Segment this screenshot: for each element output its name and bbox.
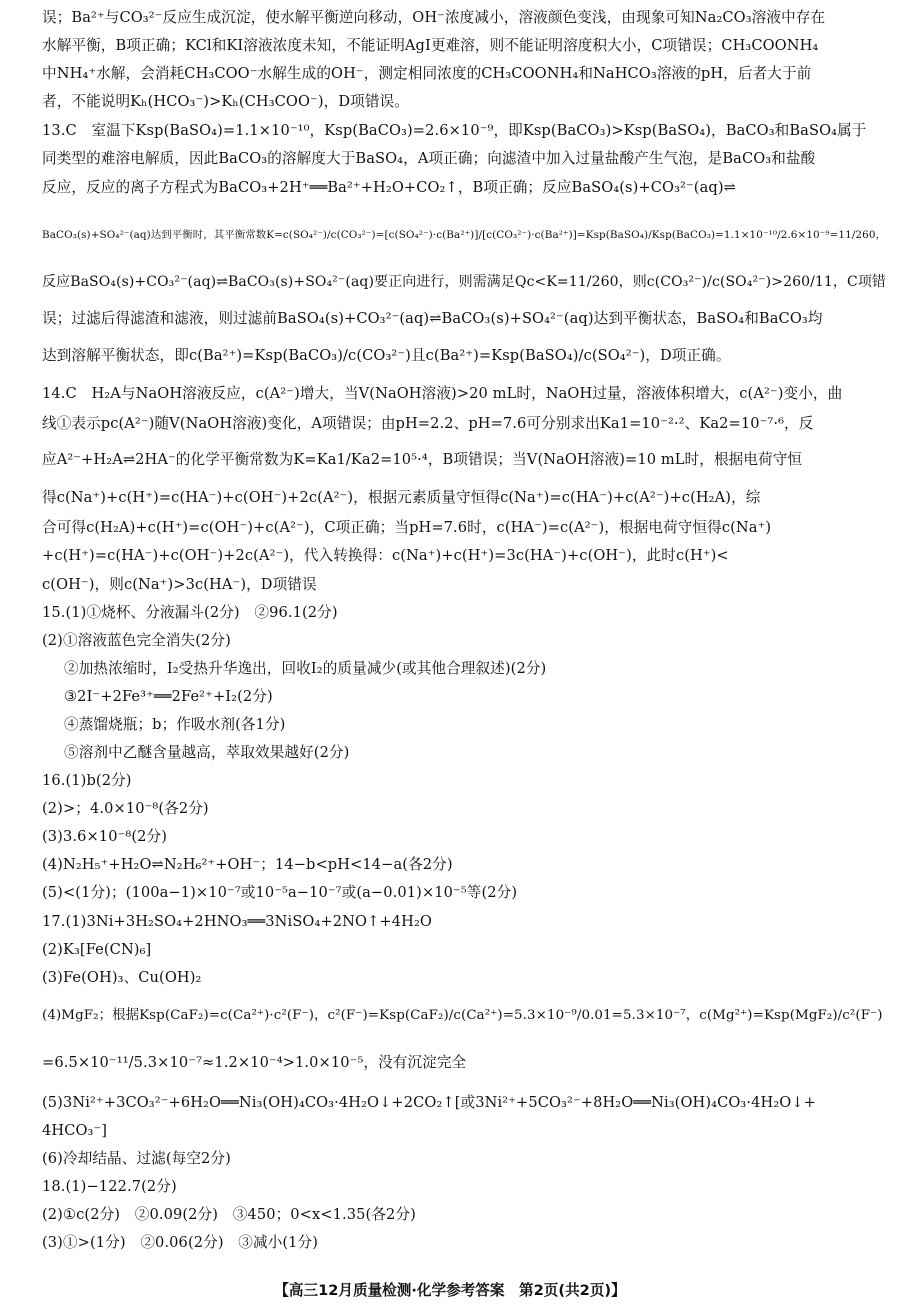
text-line: 4HCO₃⁻] — [42, 1122, 108, 1139]
text-line: 应A²⁻+H₂A⇌2HA⁻的化学平衡常数为K=Ka1/Ka2=10⁵·⁴，B项错误；当V(NaOH溶液)=10 mL时，根据电荷守恒 — [42, 451, 803, 468]
text-line: (2)①c(2分) ②0.09(2分) ③450；0<x<1.35(各2分) — [42, 1206, 416, 1223]
text-line: 18.(1)−122.7(2分) — [42, 1178, 177, 1195]
text-line: 得c(Na⁺)+c(H⁺)=c(HA⁻)+c(OH⁻)+2c(A²⁻)，根据元素质量守恒得c(Na⁺)=c(HA⁻)+c(A²⁻)+c(H₂A)，综 — [42, 489, 761, 506]
text-line: 合可得c(H₂A)+c(H⁺)=c(OH⁻)+c(A²⁻)，C项正确；当pH=7.6时，c(HA⁻)=c(A²⁻)，根据电荷守恒得c(Na⁺) — [42, 519, 772, 536]
text-line: ③2I⁻+2Fe³⁺══2Fe²⁺+I₂(2分) — [64, 688, 273, 705]
text-line: 达到溶解平衡状态，即c(Ba²⁺)=Ksp(BaCO₃)/c(CO₃²⁻)且c(Ba²⁺)=Ksp(BaSO₄)/c(SO₄²⁻)，D项正确。 — [42, 347, 731, 364]
text-line: (3)3.6×10⁻⁸(2分) — [42, 828, 167, 845]
page-footer: 【高三12月质量检测·化学参考答案 第2页(共2页)】 — [274, 1282, 626, 1299]
text-line: 15.(1)①烧杯、分液漏斗(2分) ②96.1(2分) — [42, 604, 338, 621]
text-line: =6.5×10⁻¹¹/5.3×10⁻⁷≈1.2×10⁻⁴>1.0×10⁻⁵，没有沉淀完全 — [42, 1054, 467, 1071]
text-line: 17.(1)3Ni+3H₂SO₄+2HNO₃══3NiSO₄+2NO↑+4H₂O — [42, 913, 432, 930]
text-line: 同类型的难溶电解质，因此BaCO₃的溶解度大于BaSO₄，A项正确；向滤渣中加入过量盐酸产生气泡，是BaCO₃和盐酸 — [42, 150, 816, 167]
text-line: (5)3Ni²⁺+3CO₃²⁻+6H₂O══Ni₃(OH)₄CO₃·4H₂O↓+2CO₂↑[或3Ni²⁺+5CO₃²⁻+8H₂O══Ni₃(OH)₄CO₃·4H₂O↓+ — [42, 1094, 816, 1111]
text-line: BaCO₃(s)+SO₄²⁻(aq)达到平衡时，其平衡常数K=c(SO₄²⁻)/c(CO₃²⁻)=[c(SO₄²⁻)·c(Ba²⁺)]/[c(CO₃²⁻)·c(Ba²⁺)]=Ksp(BaSO₄)/Ksp(BaCO₃)=1.1×10⁻¹⁰/2.6×10⁻⁹=11/260， — [42, 229, 887, 241]
text-line: 线①表示pc(A²⁻)随V(NaOH溶液)变化，A项错误；由pH=2.2、pH=7.6可分别求出Ka1=10⁻²·²、Ka2=10⁻⁷·⁶，反 — [42, 415, 814, 432]
text-line: ②加热浓缩时，I₂受热升华逸出，回收I₂的质量减少(或其他合理叙述)(2分) — [64, 660, 547, 677]
text-line: (3)①>(1分) ②0.06(2分) ③减小(1分) — [42, 1234, 319, 1251]
text-line: (6)冷却结晶、过滤(每空2分) — [42, 1150, 231, 1167]
text-line: ⑤溶剂中乙醚含量越高，萃取效果越好(2分) — [64, 744, 350, 761]
text-line: (4)N₂H₅⁺+H₂O⇌N₂H₆²⁺+OH⁻；14−b<pH<14−a(各2分) — [42, 856, 453, 873]
text-line: 反应BaSO₄(s)+CO₃²⁻(aq)⇌BaCO₃(s)+SO₄²⁻(aq)要正向进行，则需满足Qc<K=11/260，则c(CO₃²⁻)/c(SO₄²⁻)>260/11，C项错 — [42, 274, 887, 290]
text-line: (5)<(1分)；(100a−1)×10⁻⁷或10⁻⁵a−10⁻⁷或(a−0.01)×10⁻⁵等(2分) — [42, 884, 518, 901]
text-line: 反应，反应的离子方程式为BaCO₃+2H⁺══Ba²⁺+H₂O+CO₂↑，B项正确；反应BaSO₄(s)+CO₃²⁻(aq)⇌ — [42, 179, 736, 196]
text-line: 误；过滤后得滤渣和滤液，则过滤前BaSO₄(s)+CO₃²⁻(aq)⇌BaCO₃(s)+SO₄²⁻(aq)达到平衡状态，BaSO₄和BaCO₃均 — [42, 310, 823, 327]
text-line: +c(H⁺)=c(HA⁻)+c(OH⁻)+2c(A²⁻)，代入转换得：c(Na⁺)+c(H⁺)=3c(HA⁻)+c(OH⁻)，此时c(H⁺)< — [42, 547, 729, 564]
text-line: (4)MgF₂；根据Ksp(CaF₂)=c(Ca²⁺)·c²(F⁻)，c²(F⁻)=Ksp(CaF₂)/c(Ca²⁺)=5.3×10⁻⁹/0.01=5.3×10⁻⁷，c(Mg²⁺)=Ksp(MgF₂)/c²(F⁻) — [42, 1008, 883, 1023]
text-line: 水解平衡，B项正确；KCl和KI溶液浓度未知，不能证明AgI更难溶，则不能证明溶度积大小，C项错误；CH₃COONH₄ — [42, 37, 819, 54]
text-line: (2)①溶液蓝色完全消失(2分) — [42, 632, 231, 649]
text-line: (2)>；4.0×10⁻⁸(各2分) — [42, 800, 209, 817]
text-line: 14.C H₂A与NaOH溶液反应，c(A²⁻)增大，当V(NaOH溶液)>20 mL时，NaOH过量，溶液体积增大，c(A²⁻)变小，曲 — [42, 385, 843, 402]
text-line: 16.(1)b(2分) — [42, 772, 132, 789]
text-line: (3)Fe(OH)₃、Cu(OH)₂ — [42, 969, 202, 986]
text-line: (2)K₃[Fe(CN)₆] — [42, 941, 152, 958]
text-line: ④蒸馏烧瓶；b；作吸水剂(各1分) — [64, 716, 286, 733]
text-line: 中NH₄⁺水解，会消耗CH₃COO⁻水解生成的OH⁻，测定相同浓度的CH₃COONH₄和NaHCO₃溶液的pH，后者大于前 — [42, 65, 812, 82]
text-line: 者，不能说明Kₕ(HCO₃⁻)>Kₕ(CH₃COO⁻)，D项错误。 — [42, 93, 409, 110]
text-line: 13.C 室温下Ksp(BaSO₄)=1.1×10⁻¹⁰，Ksp(BaCO₃)=2.6×10⁻⁹，即Ksp(BaCO₃)>Ksp(BaSO₄)，BaCO₃和BaSO₄属于 — [42, 122, 867, 139]
text-line: 误；Ba²⁺与CO₃²⁻反应生成沉淀，使水解平衡逆向移动，OH⁻浓度减小，溶液颜色变浅，由现象可知Na₂CO₃溶液中存在 — [42, 9, 826, 26]
text-line: c(OH⁻)，则c(Na⁺)>3c(HA⁻)，D项错误 — [42, 576, 317, 593]
